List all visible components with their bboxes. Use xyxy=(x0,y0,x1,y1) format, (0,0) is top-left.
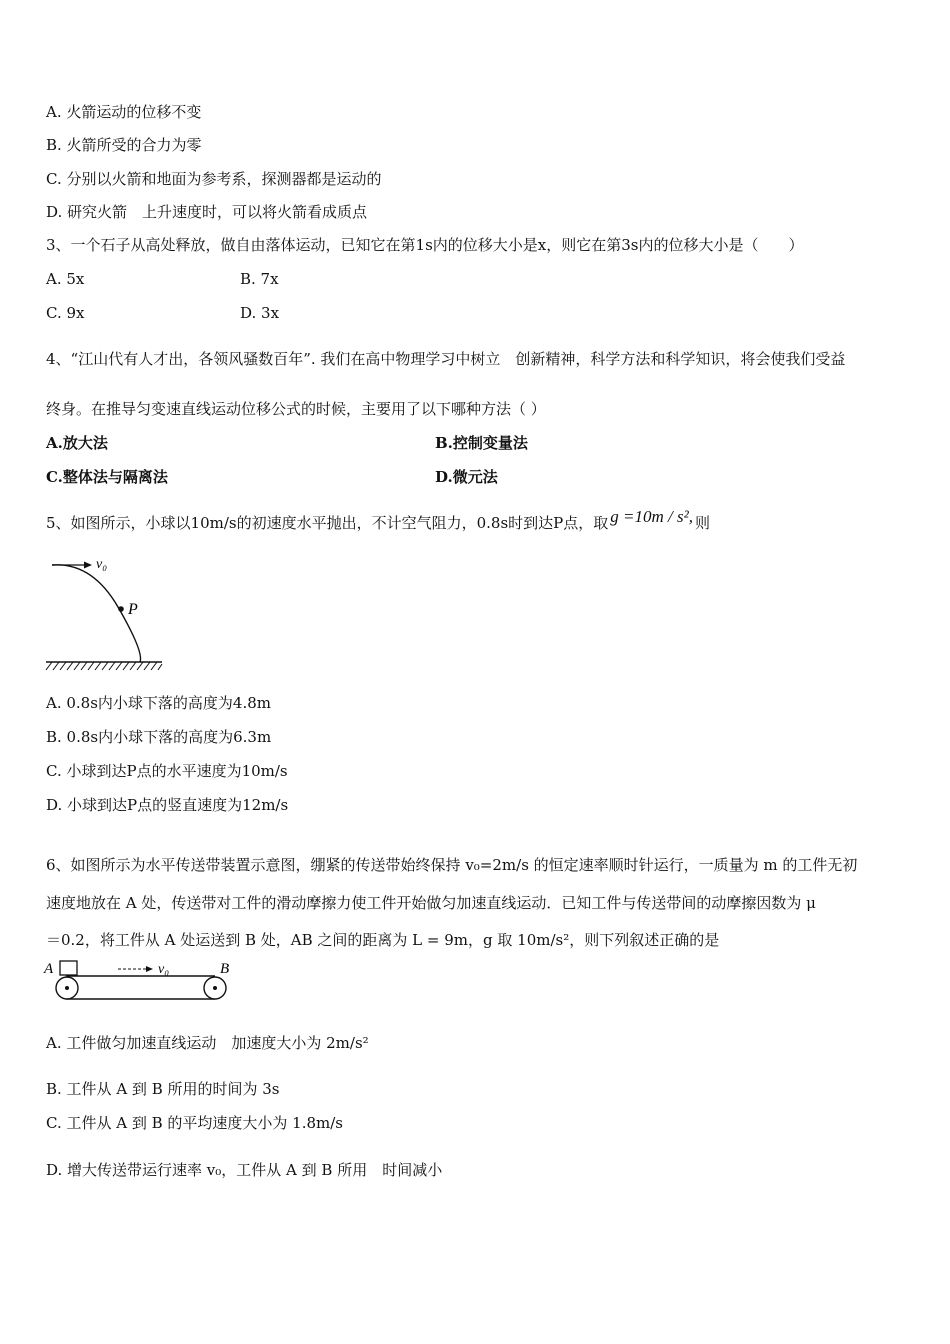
q6-stem-line3: ＝0.2，将工件从 A 处运送到 B 处，AB 之间的距离为 L = 9m，g 取 10m/s²，则下列叙述正确的是 xyxy=(46,931,720,949)
q6-option-d: D. 增大传送带运行速率 v₀，工件从 A 到 B 所用 时间减小 xyxy=(46,1161,443,1179)
q5-stem-end: 则 xyxy=(694,514,710,532)
workpiece-block xyxy=(60,961,77,975)
q3-option-c: C. 9x xyxy=(46,304,85,322)
point-b-label: B xyxy=(220,961,230,977)
point-p xyxy=(118,606,124,612)
q5-option-a: A. 0.8s内小球下落的高度为4.8m xyxy=(46,694,272,712)
q5-option-b: B. 0.8s内小球下落的高度为6.3m xyxy=(46,728,272,746)
q6-stem-line2: 速度地放在 A 处，传送带对工件的滑动摩擦力使工件开始做匀加速直线运动．已知工件与传送带间的动摩擦因数为 μ xyxy=(46,894,816,912)
q4-stem-line2: 终身。在推导匀变速直线运动位移公式的时候，主要用了以下哪种方法（ ） xyxy=(46,400,546,418)
conveyor-figure xyxy=(40,958,240,1008)
q4-option-d: D.微元法 xyxy=(435,468,498,486)
q4-stem-line1: 4、“江山代有人才出，各领风骚数百年”. 我们在高中物理学习中树立 创新精神，科学方法和科学知识，将会使我们受益 xyxy=(46,350,846,368)
q4-option-a: A.放大法 xyxy=(46,434,108,452)
q2-option-d: D. 研究火箭 上升速度时，可以将火箭看成质点 xyxy=(46,203,368,221)
q5-stem-text: 5、如图所示，小球以10m/s的初速度水平抛出，不计空气阻力，0.8s时到达P点，取 xyxy=(46,514,609,532)
q2-option-b: B. 火箭所受的合力为零 xyxy=(46,136,202,154)
q3-option-b: B. 7x xyxy=(240,270,279,288)
q5-option-d: D. 小球到达P点的竖直速度为12m/s xyxy=(46,796,289,814)
q3-option-d: D. 3x xyxy=(240,304,280,322)
belt-velocity-label: v₀ xyxy=(158,962,170,977)
q3-stem: 3、一个石子从高处释放，做自由落体运动，已知它在第1s内的位移大小是x，则它在第3s内的位移大小是（ ） xyxy=(46,236,804,254)
q3-option-a: A. 5x xyxy=(46,270,85,288)
velocity-arrowhead xyxy=(84,562,92,569)
left-pulley-axle xyxy=(65,986,69,990)
q2-option-c: C. 分别以火箭和地面为参考系，探测器都是运动的 xyxy=(46,170,382,188)
point-p-label: P xyxy=(128,601,138,618)
q6-stem-line1: 6、如图所示为水平传送带装置示意图，绷紧的传送带始终保持 v₀=2m/s 的恒定速率顺时针运行，一质量为 m 的工件无初 xyxy=(46,856,858,874)
ground-hatching xyxy=(46,662,162,670)
q5-formula: g =10m / s², xyxy=(610,507,693,526)
q4-option-b: B.控制变量法 xyxy=(435,434,528,452)
point-a-label: A xyxy=(44,961,54,977)
q5-option-c: C. 小球到达P点的水平速度为10m/s xyxy=(46,762,288,780)
q2-option-a: A. 火箭运动的位移不变 xyxy=(46,103,202,121)
q6-option-b: B. 工件从 A 到 B 所用的时间为 3s xyxy=(46,1080,280,1098)
projectile-figure xyxy=(40,552,170,672)
right-pulley-axle xyxy=(213,986,217,990)
q5-stem xyxy=(46,507,710,533)
q6-option-c: C. 工件从 A 到 B 的平均速度大小为 1.8m/s xyxy=(46,1114,344,1132)
belt-arrowhead xyxy=(146,966,153,972)
q4-option-c: C.整体法与隔离法 xyxy=(46,468,168,486)
q6-option-a: A. 工件做匀加速直线运动 加速度大小为 2m/s² xyxy=(46,1034,369,1052)
velocity-label: v₀ xyxy=(96,557,108,572)
